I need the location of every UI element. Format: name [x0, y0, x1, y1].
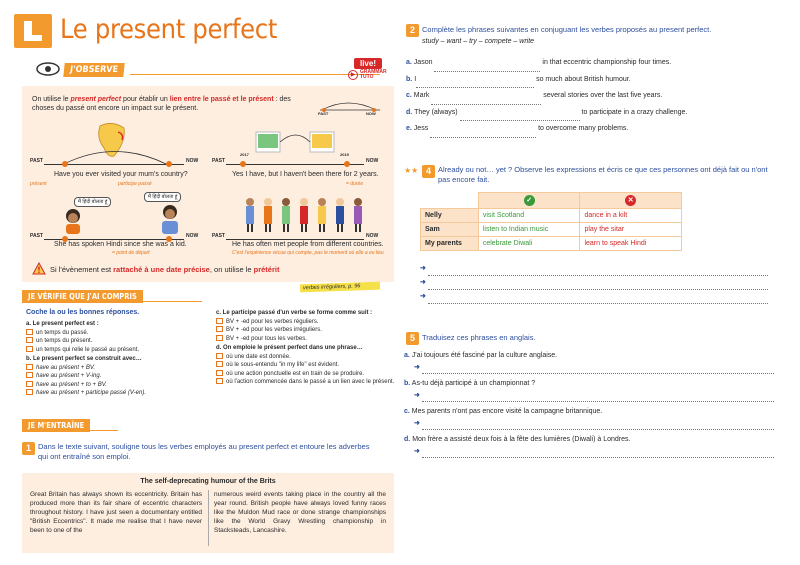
text-box-title: The self-deprecating humour of the Brits: [140, 478, 276, 485]
answer-blank[interactable]: [434, 64, 540, 72]
timeline-dot: [62, 161, 68, 167]
speech-bubble: मैं हिंदी बोलता हूं: [144, 192, 181, 202]
example-note-duration: = durée: [346, 181, 364, 187]
exercise-5-number: 5: [406, 332, 419, 345]
lesson-number-badge: [14, 14, 52, 48]
ex5-item-a: a. J'ai toujours été fasciné par la culture anglaise.: [404, 352, 558, 359]
table-row: Nelly visit Scotland dance in a kilt: [421, 209, 682, 223]
difficulty-stars: ★★: [404, 166, 419, 175]
question-a: a. Le present perfect est : un temps du passé. un temps du présent. un temps qui relie le passé au présent. b. Le present perfect se construit avec… have au présent + BV. have au présent + V-ing. have au présent + to + BV. have au présent + participe passé (V-en).: [26, 320, 206, 398]
answer-line[interactable]: ➜: [404, 446, 784, 458]
option-d-1[interactable]: où une date est donnée.: [216, 353, 396, 362]
play-icon: ▶: [348, 70, 358, 80]
past-label-1: PAST: [30, 158, 43, 164]
train-rule: [22, 430, 118, 431]
exercise-2-verbs: study – want – try – compete – write: [422, 38, 535, 45]
answer-blank[interactable]: [430, 130, 536, 138]
past-label-4: PAST: [212, 233, 225, 239]
exercise-4-instruction: Already ou not… yet ? Observe les expressions et écris ce que ces personnes ont déjà fait ou n'ont pas encore fait.: [438, 165, 768, 184]
ex5-item-c: c. Mes parents n'ont pas encore visité la campagne britannique.: [404, 408, 603, 415]
example-sentence-3: She has spoken Hindi since she was a kid.: [54, 241, 187, 248]
option-a-3[interactable]: un temps qui relie le passé au présent.: [26, 346, 206, 355]
year-label-left: 2017: [240, 152, 249, 157]
example-sentence-2: Yes I have, but I haven't been there for 2 years.: [232, 171, 379, 178]
option-b-1[interactable]: have au présent + BV.: [26, 364, 206, 373]
answer-line[interactable]: ➜: [420, 276, 782, 290]
text-column-divider: [208, 490, 209, 546]
verify-rule: [22, 301, 202, 302]
observe-rule: [130, 74, 380, 75]
ex2-item-c: c. Mark several stories over the last five years.: [406, 88, 786, 105]
past-label-3: PAST: [30, 233, 43, 239]
timeline-dot: [166, 161, 172, 167]
option-b-3[interactable]: have au présent + to + BV.: [26, 381, 206, 390]
live-badge[interactable]: live!: [354, 58, 382, 69]
option-a-1[interactable]: un temps du passé.: [26, 329, 206, 338]
option-d-4[interactable]: où l'action commencée dans le passé a un lien avec le présent.: [216, 378, 396, 387]
example-note-start: = point de départ: [112, 250, 150, 256]
done-column-header: [478, 193, 580, 209]
now-label-1: NOW: [186, 158, 199, 164]
answer-line[interactable]: ➜: [420, 262, 782, 276]
timeline-4: [226, 239, 364, 240]
example-note-participle: participe passé: [118, 181, 152, 187]
ex5-item-d: d. Mon frère a assisté deux fois à la fête des lumières (Diwali) à Londres.: [404, 436, 631, 443]
answer-line[interactable]: ➜: [404, 418, 784, 430]
irregular-verbs-sticky[interactable]: verbes irréguliers, p. 96: [300, 282, 380, 293]
observe-intro: On utilise le present perfect pour établir un lien entre le passé et le présent : des choses du passé ont encore un impact sur le présent.: [32, 96, 291, 112]
check-icon: ✓: [524, 195, 535, 206]
answer-line[interactable]: ➜: [404, 390, 784, 402]
photo-illustration: [254, 128, 338, 160]
example-note-experience: C'est l'expérience vécue qui compte, pas le moment où elle a eu lieu: [232, 250, 384, 256]
eye-icon: [36, 62, 60, 76]
not-done-column-header: [580, 193, 682, 209]
verify-instruction: Coche la ou les bonnes réponses.: [26, 309, 140, 316]
example-note-present: présent: [30, 181, 47, 187]
answer-line[interactable]: ➜: [404, 362, 784, 374]
answer-blank[interactable]: [431, 97, 541, 105]
observe-heading: J'OBSERVE: [63, 63, 124, 77]
exercise-4-number: 4: [422, 165, 435, 178]
girl-child-illustration: [62, 208, 84, 234]
option-c-2[interactable]: BV + -ed pour les verbes irréguliers.: [216, 326, 396, 335]
text-column-1: Great Britain has always shown its eccentricity. Britain has produced more than its fair share of eccentric characters throughout history. I have just seen a documentary entitled "British Eccentrics". It made me realise that I have never been to one of the: [30, 491, 202, 534]
ex2-item-e: e. Jess to overcome many problems.: [406, 121, 786, 138]
option-c-3[interactable]: BV + -ed pour tous les verbes.: [216, 335, 396, 344]
option-b-4[interactable]: have au présent + participe passé (V-en).: [26, 389, 206, 398]
now-label-3: NOW: [186, 233, 199, 239]
timeline-dot: [344, 161, 350, 167]
warning-text: Si l'évènement est rattaché à une date précise, on utilise le prétérit: [50, 265, 280, 274]
now-label-4: NOW: [366, 233, 379, 239]
exercise-1-number: 1: [22, 442, 35, 455]
timeline-arc-1: [60, 145, 170, 165]
verify-heading: JE VÉRIFIE QUE J'AI COMPRIS: [22, 290, 143, 303]
speech-bubble: मैं हिंदी बोलता हूं: [74, 197, 111, 207]
now-label-2: NOW: [366, 158, 379, 164]
answer-blank[interactable]: [460, 113, 580, 121]
question-c: c. Le participe passé d'un verbe se forme comme suit : BV + -ed pour les verbes réguliers. BV + -ed pour les verbes irréguliers. BV + -ed pour tous les verbes. d. On emploie le présent perfect dans une phrase… où une date est donnée. où le sous-entendu "in my life" est évident. où une action ponctuelle est en train de se produire. où l'action commencée dans le passé a un lien avec le présent.: [216, 310, 395, 385]
example-sentence-4: He has often met people from different countries.: [232, 241, 384, 248]
option-d-3[interactable]: où une action ponctuelle est en train de se produire.: [216, 370, 396, 379]
option-d-2[interactable]: où le sous-entendu "in my life" est évident.: [216, 361, 396, 370]
cross-icon: ✕: [625, 195, 636, 206]
option-a-2[interactable]: un temps du présent.: [26, 337, 206, 346]
year-label-right: 2019: [340, 152, 349, 157]
exercise-2-number: 2: [406, 24, 419, 37]
timeline-dot: [240, 161, 246, 167]
mini-past-label: PAST: [318, 111, 329, 116]
answer-line[interactable]: ➜: [420, 290, 782, 304]
warning-icon: [32, 262, 46, 275]
ex5-item-b: b. As-tu déjà participé à un championnat ?: [404, 380, 536, 387]
exercise-4-answers: [420, 262, 782, 304]
people-group-illustration: [240, 196, 370, 234]
grammar-tuto-button[interactable]: ▶ GRAMMAR TUTO: [348, 70, 384, 84]
page-title: Le present perfect: [60, 14, 278, 45]
table-row: My parents celebrate Diwali learn to speak Hindi: [421, 237, 682, 251]
answer-blank[interactable]: [416, 80, 534, 88]
exercise-2-instruction: Complète les phrases suivantes en conjuguant les verbes proposés au present perfect.: [422, 25, 712, 34]
ex2-item-a: a. Jason in that eccentric championship four times.: [406, 55, 786, 72]
text-column-2: numerous weird events taking place in the country all the year round. British people have always loved funny races like the Muldon Mud race or done strange championships like the World Gravy Wrestling championship in Stacksteads, Lancashire.: [214, 491, 386, 534]
exercise-5-list: [404, 350, 784, 458]
ex2-item-b: b. I so much about British humour.: [406, 72, 786, 89]
mini-now-label: NOW: [366, 111, 376, 116]
woman-illustration: [158, 204, 182, 234]
table-row: Sam listen to Indian music play the sitar: [421, 223, 682, 237]
option-b-2[interactable]: have au présent + V-ing.: [26, 372, 206, 381]
example-sentence-1: Have you ever visited your mum's country?: [54, 171, 188, 178]
exercise-2-list: [406, 55, 786, 138]
train-heading: JE M'ENTRAÎNE: [22, 419, 90, 432]
exercise-5-instruction: Traduisez ces phrases en anglais.: [422, 333, 536, 342]
ex2-item-d: d. They (always) to participate in a crazy challenge.: [406, 105, 786, 122]
exercise-4-table: [420, 192, 682, 251]
exercise-1-instruction: Dans le texte suivant, souligne tous les verbes employés au present perfect et entoure les adverbes qui ont entraîné son emploi.: [38, 442, 370, 461]
option-c-1[interactable]: BV + -ed pour les verbes réguliers.: [216, 318, 396, 327]
past-label-2: PAST: [212, 158, 225, 164]
